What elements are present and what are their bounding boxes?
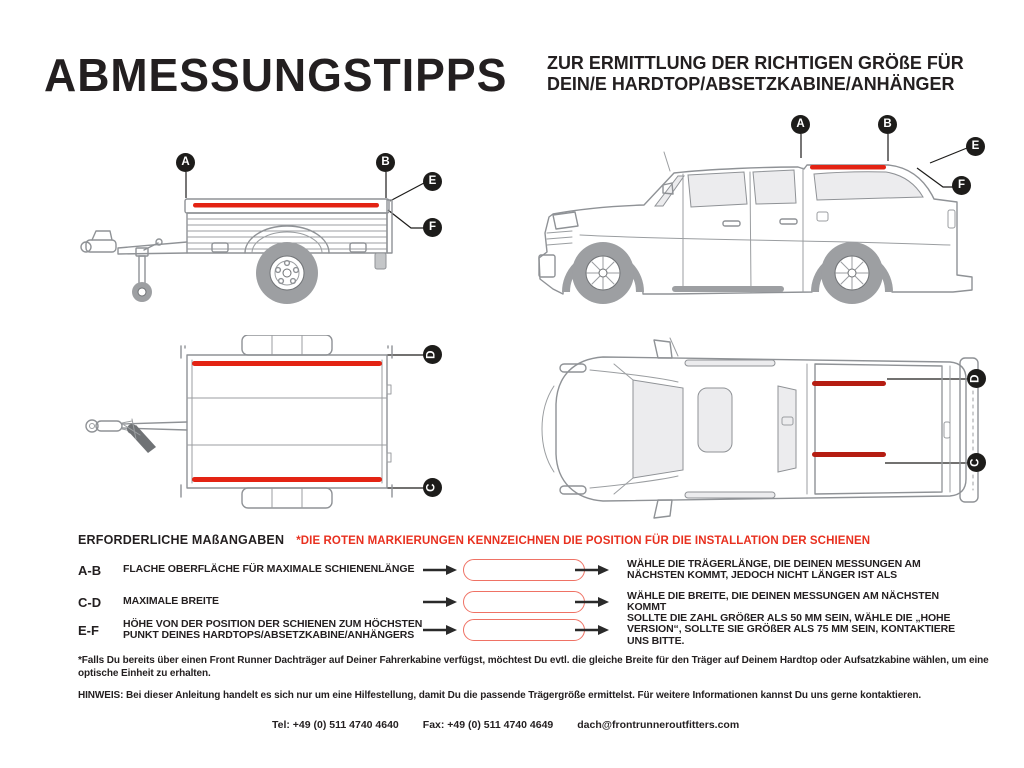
truck-top-illustration (530, 330, 1020, 530)
marker-d: D (967, 369, 986, 388)
marker-d: D (423, 345, 442, 364)
subtitle-line-1: ZUR ERMITTLUNG DER RICHTIGEN GRÖßE FÜR (547, 52, 964, 73)
arrow-right-icon (575, 597, 609, 607)
page-title: ABMESSUNGSTIPPS (44, 49, 508, 101)
asterisk-footnote: *Falls Du bereits über einen Front Runner Dachträger auf Deiner Fahrerkabine verfügst, möchtest Du evtl. die gleiche Breite für den Träger auf Deinem Hardtop oder Aufsatzkabine wählen, um eine optische Einheit zu erhalten. (78, 655, 989, 679)
email-address[interactable]: dach@frontrunneroutfitters.com (577, 719, 740, 731)
arrow-right-icon (575, 625, 609, 635)
row-code: E-F (78, 622, 99, 638)
arrow-right-icon (423, 597, 457, 607)
marker-a: A (791, 115, 810, 134)
marker-a: A (176, 153, 195, 172)
measurement-input-cd[interactable] (463, 591, 585, 613)
row-hint: SOLLTE DIE ZAHL GRÖßER ALS 50 MM SEIN, WÄHLE DIE „HOHE VERSION“, SOLLTE SIE GRÖßER ALS 75 MM SEIN, KONTAKTIERE UNS BITTE. (627, 611, 956, 647)
phone-number: Tel: +49 (0) 511 4740 4640 (272, 719, 399, 731)
measurement-input-ef[interactable] (463, 619, 585, 641)
row-label: HÖHE VON DER POSITION DER SCHIENEN ZUM HÖCHSTEN PUNKT DEINES HARDTOPS/ABSETZKABINE/ANHÄNGERS (123, 617, 423, 641)
marker-b: B (878, 115, 897, 134)
arrow-right-icon (575, 565, 609, 575)
row-code: C-D (78, 594, 102, 610)
arrow-right-icon (423, 565, 457, 575)
marker-b: B (376, 153, 395, 172)
row-hint: WÄHLE DIE TRÄGERLÄNGE, DIE DEINEN MESSUNGEN AM NÄCHSTEN KOMMT, JEDOCH NICHT LÄNGER IST ALS (627, 557, 921, 581)
marker-c: C (967, 453, 986, 472)
measurements-header (78, 533, 870, 547)
measurement-row-ef (78, 611, 958, 649)
marker-e: E (966, 137, 985, 156)
contact-footer (272, 719, 739, 731)
trailer-top-illustration (40, 335, 480, 510)
truck-side-illustration (520, 105, 1020, 325)
row-code: A-B (78, 562, 102, 578)
fax-number: Fax: +49 (0) 511 4740 4649 (422, 719, 554, 731)
subtitle-line-2: DEIN/E HARDTOP/ABSETZKABINE/ANHÄNGER (547, 73, 955, 94)
page-subtitle (547, 52, 964, 94)
measurement-input-ab[interactable] (463, 559, 585, 581)
section-title: ERFORDERLICHE MAßANGABEN (78, 533, 285, 547)
measurement-row-ab (78, 553, 958, 587)
row-label: FLACHE OBERFLÄCHE FÜR MAXIMALE SCHIENENLÄNGE (123, 563, 415, 576)
row-label: MAXIMALE BREITE (123, 595, 219, 608)
trailer-side-illustration (40, 120, 480, 335)
row-hint: WÄHLE DIE BREITE, DIE DEINEN MESSUNGEN AM NÄCHSTEN KOMMT (627, 589, 939, 613)
marker-f: F (952, 176, 971, 195)
marker-c: C (423, 478, 442, 497)
hinweis-note: HINWEIS: Bei dieser Anleitung handelt es sich nur um eine Hilfestellung, damit Du die passende Trägergröße ermittelst. Für weitere Informationen kannst Du uns gerne kontaktieren. (78, 690, 922, 701)
arrow-right-icon (423, 625, 457, 635)
red-markings-note: *DIE ROTEN MARKIERUNGEN KENNZEICHNEN DIE POSITION FÜR DIE INSTALLATION DER SCHIENEN (296, 535, 871, 547)
marker-f: F (423, 218, 442, 237)
marker-e: E (423, 172, 442, 191)
